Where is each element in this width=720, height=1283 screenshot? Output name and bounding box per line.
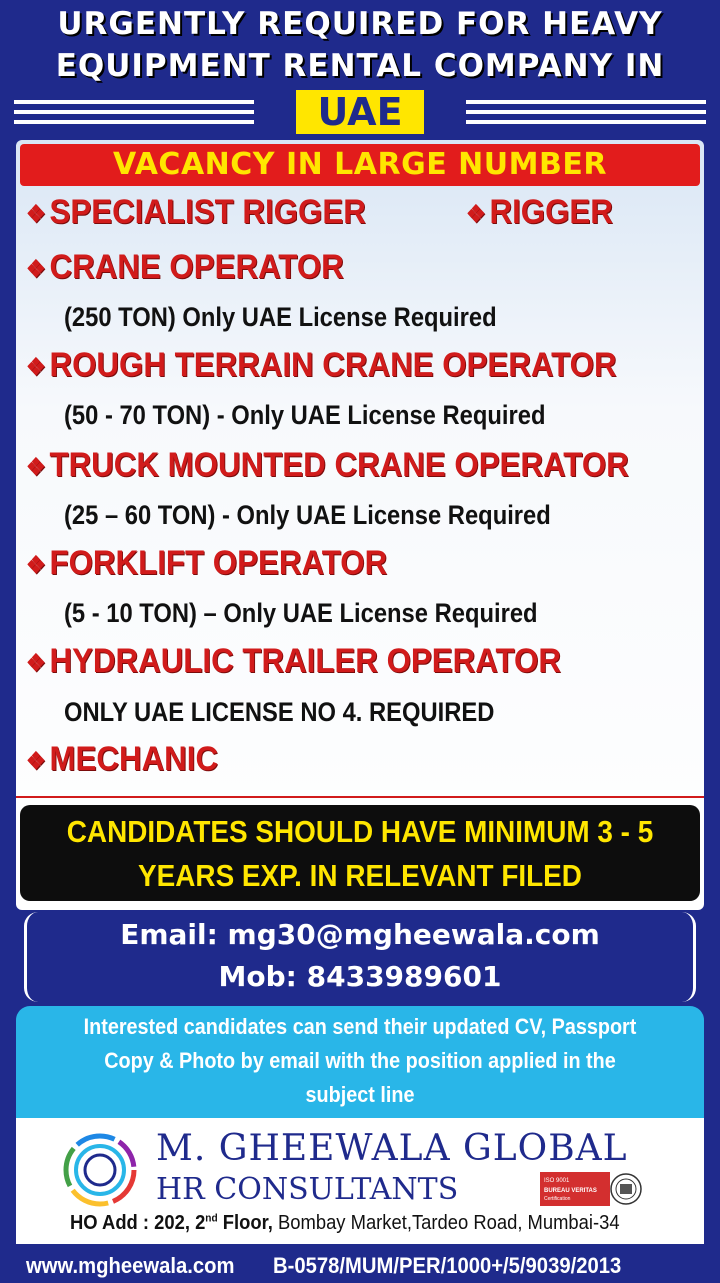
job-hydraulic-trailer-operator (26, 642, 561, 681)
decorative-stripes-left (14, 100, 254, 128)
company-footer (16, 1118, 704, 1244)
job-title: MECHANIC (49, 740, 219, 778)
diamond-bullet-icon: ❖ (26, 200, 46, 228)
job-rigger (466, 193, 613, 232)
diamond-bullet-icon: ❖ (26, 255, 46, 283)
license-number: B-0578/MUM/PER/1000+/5/9039/2013 (272, 1253, 621, 1278)
experience-line-1: CANDIDATES SHOULD HAVE MINIMUM 3 - 5 (66, 814, 654, 849)
country-row (0, 90, 720, 136)
diamond-bullet-icon: ❖ (26, 453, 46, 481)
divider (16, 796, 704, 798)
diamond-bullet-icon: ❖ (466, 200, 486, 228)
job-detail: (250 TON) Only UAE License Required (64, 302, 497, 332)
company-logo-icon (62, 1132, 138, 1208)
job-detail: (25 – 60 TON) - Only UAE License Required (64, 500, 551, 530)
contact-block (24, 912, 696, 1002)
job-forklift-operator (26, 544, 387, 583)
job-title: TRUCK MOUNTED CRANE OPERATOR (49, 446, 629, 484)
headline-line-1: URGENTLY REQUIRED FOR HEAVY (57, 6, 663, 42)
experience-requirement (20, 805, 700, 901)
job-detail: (5 - 10 TON) – Only UAE License Required (64, 598, 538, 628)
diamond-bullet-icon: ❖ (26, 649, 46, 677)
address-superscript: nd (205, 1212, 218, 1225)
certification-badge-icon (540, 1172, 644, 1206)
experience-line-2: YEARS EXP. IN RELEVANT FILED (138, 858, 582, 893)
email-link[interactable]: Email: mg30@mgheewala.com (120, 918, 600, 951)
headline-line-2: EQUIPMENT RENTAL COMPANY IN (55, 48, 665, 84)
head-office-address (70, 1212, 620, 1235)
diamond-bullet-icon: ❖ (26, 551, 46, 579)
bottom-bar (0, 1248, 720, 1283)
decorative-stripes-right (466, 100, 706, 128)
job-mechanic (26, 740, 218, 779)
address-floor: Floor, (217, 1212, 273, 1234)
job-title: CRANE OPERATOR (49, 248, 344, 286)
job-crane-operator (26, 248, 344, 287)
instructions-line-1: Interested candidates can send their updated CV, Passport (83, 1014, 637, 1039)
country-badge: UAE (296, 90, 424, 134)
job-truck-mounted-crane-operator (26, 446, 629, 485)
mobile-number[interactable]: Mob: 8433989601 (218, 960, 502, 993)
company-name: M. GHEEWALA GLOBAL (156, 1128, 628, 1169)
website-link[interactable]: www.mgheewala.com (26, 1253, 235, 1278)
diamond-bullet-icon: ❖ (26, 353, 46, 381)
job-detail: ONLY UAE LICENSE NO 4. REQUIRED (64, 697, 495, 727)
address-rest: Bombay Market,Tardeo Road, Mumbai-34 (272, 1212, 620, 1234)
job-title: FORKLIFT OPERATOR (49, 544, 388, 582)
job-title: SPECIALIST RIGGER (49, 193, 366, 231)
diamond-bullet-icon: ❖ (26, 747, 46, 775)
address-label: HO Add : 202, 2 (70, 1212, 206, 1234)
application-instructions (16, 1006, 704, 1118)
job-rough-terrain-crane-operator (26, 346, 617, 385)
job-detail: (50 - 70 TON) - Only UAE License Required (64, 400, 546, 430)
job-title: RIGGER (489, 193, 613, 231)
job-specialist-rigger (26, 193, 366, 232)
instructions-line-3: subject line (305, 1082, 415, 1107)
instructions-line-2: Copy & Photo by email with the position applied in the (104, 1048, 616, 1073)
job-title: ROUGH TERRAIN CRANE OPERATOR (49, 346, 617, 384)
job-title: HYDRAULIC TRAILER OPERATOR (49, 642, 561, 680)
cert-label-text: Certification (544, 1196, 571, 1202)
vacancy-banner: VACANCY IN LARGE NUMBER (20, 144, 700, 186)
cert-iso-text: ISO 9001 (544, 1178, 570, 1184)
company-subtitle: HR CONSULTANTS (156, 1172, 459, 1207)
cert-bureau-text: BUREAU VERITAS (544, 1188, 597, 1194)
